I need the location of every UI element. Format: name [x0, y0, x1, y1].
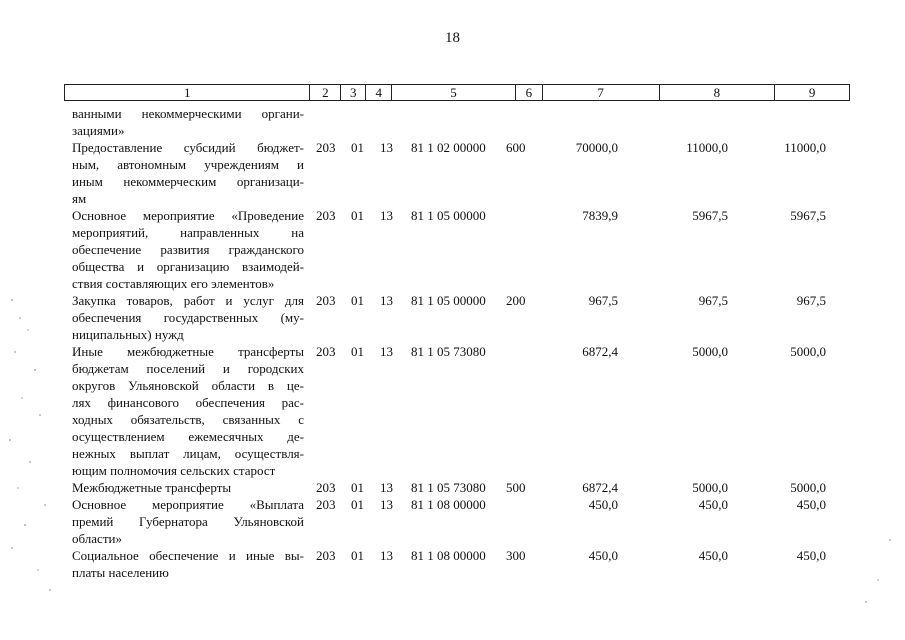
description-line: ниципальных) нужд [72, 327, 184, 342]
description-line: ходных обязательств, связанных с [72, 412, 304, 427]
description-line: обеспечение развития гражданского [72, 242, 304, 257]
description-line: мероприятий, направленных на [72, 225, 304, 240]
cell-col-9: 450,0 [796, 497, 826, 512]
cell-col-3: 01 [351, 140, 364, 155]
description-line: зациями» [72, 123, 125, 138]
row-description [72, 139, 304, 207]
cell-col-8: 5000,0 [692, 344, 728, 359]
table-header-row [64, 84, 850, 101]
cell-col-8: 5967,5 [692, 208, 728, 223]
description-line: Предоставление субсидий бюджет- [72, 140, 304, 155]
cell-col-4: 13 [380, 497, 393, 512]
cell-col-9: 967,5 [796, 293, 826, 308]
cell-col-8: 11000,0 [686, 140, 728, 155]
description-line: платы населению [72, 565, 169, 580]
description-line: Социальное обеспечение и иные вы- [72, 548, 304, 563]
cell-col-2: 203 [316, 208, 336, 223]
cell-col-9: 5967,5 [790, 208, 826, 223]
column-header-3: 3 [341, 85, 366, 100]
cell-col-6: 600 [506, 140, 526, 155]
cell-col-2: 203 [316, 344, 336, 359]
cell-col-9: 5000,0 [790, 344, 826, 359]
table-row [0, 207, 905, 292]
column-header-9: 9 [808, 85, 816, 100]
column-header-5: 5 [392, 85, 516, 100]
cell-col-2: 203 [316, 293, 336, 308]
cell-col-5: 81 1 02 00000 [411, 140, 486, 155]
cell-col-8: 5000,0 [692, 480, 728, 495]
cell-col-3: 01 [351, 208, 364, 223]
page-number: 18 [445, 30, 460, 46]
cell-col-5: 81 1 08 00000 [411, 548, 486, 563]
description-line: Закупка товаров, работ и услуг для [72, 293, 304, 308]
cell-col-2: 203 [316, 140, 336, 155]
column-header-8: 8 [660, 85, 776, 100]
cell-col-8: 450,0 [698, 548, 728, 563]
cell-col-2: 203 [316, 480, 336, 495]
cell-col-4: 13 [380, 140, 393, 155]
row-description [72, 496, 304, 547]
description-line: нежных выплат лицам, осуществля- [72, 446, 304, 461]
cell-col-2: 203 [316, 548, 336, 563]
row-description [72, 105, 304, 139]
cell-col-8: 967,5 [698, 293, 728, 308]
description-line: области» [72, 531, 122, 546]
description-line: обеспечения государственных (му- [72, 310, 304, 325]
cell-col-4: 13 [380, 548, 393, 563]
description-line: ванными некоммерческими органи- [72, 106, 304, 121]
column-header-2: 2 [310, 85, 341, 100]
column-header-1: 1 [65, 85, 310, 100]
cell-col-9: 5000,0 [790, 480, 826, 495]
row-description [72, 479, 304, 496]
cell-col-3: 01 [351, 344, 364, 359]
row-description [72, 207, 304, 292]
description-line: иным некоммерческим организаци- [72, 174, 304, 189]
cell-col-4: 13 [380, 208, 393, 223]
cell-col-2: 203 [316, 497, 336, 512]
table-row [0, 343, 905, 479]
cell-col-6: 300 [506, 548, 526, 563]
description-line: Межбюджетные трансферты [72, 480, 232, 495]
cell-col-5: 81 1 05 00000 [411, 293, 486, 308]
description-line: осуществлением ежемесячных де- [72, 429, 304, 444]
description-line: Основное мероприятие «Выплата [72, 497, 304, 512]
description-line: Основное мероприятие «Проведение [72, 208, 304, 223]
description-line: округов Ульяновской области в це- [72, 378, 304, 393]
cell-col-3: 01 [351, 548, 364, 563]
table-row [0, 292, 905, 343]
cell-col-4: 13 [380, 344, 393, 359]
cell-col-7: 6872,4 [582, 344, 618, 359]
cell-col-8: 450,0 [698, 497, 728, 512]
table-row [0, 547, 905, 581]
cell-col-7: 450,0 [588, 548, 618, 563]
row-description [72, 343, 304, 479]
table-row [0, 139, 905, 207]
column-header-6: 6 [516, 85, 543, 100]
cell-col-6: 200 [506, 293, 526, 308]
cell-col-5: 81 1 05 73080 [411, 480, 486, 495]
cell-col-7: 967,5 [588, 293, 618, 308]
cell-col-5: 81 1 05 73080 [411, 344, 486, 359]
row-description [72, 547, 304, 581]
description-line: лях финансового обеспечения рас- [72, 395, 304, 410]
description-line: Иные межбюджетные трансферты [72, 344, 304, 359]
description-line: ствия составляющих его элементов» [72, 276, 275, 291]
cell-col-3: 01 [351, 480, 364, 495]
description-line: ям [72, 191, 87, 206]
column-header-7: 7 [543, 85, 660, 100]
cell-col-9: 450,0 [796, 548, 826, 563]
cell-col-4: 13 [380, 480, 393, 495]
cell-col-9: 11000,0 [784, 140, 826, 155]
cell-col-3: 01 [351, 293, 364, 308]
table-row [0, 479, 905, 496]
table-row [0, 105, 905, 139]
description-line: премий Губернатора Ульяновской [72, 514, 304, 529]
description-line: бюджетам поселений и городских [72, 361, 304, 376]
cell-col-7: 6872,4 [582, 480, 618, 495]
cell-col-7: 450,0 [588, 497, 618, 512]
table-body [0, 105, 905, 581]
cell-col-6: 500 [506, 480, 526, 495]
column-header-4: 4 [366, 85, 392, 100]
cell-col-4: 13 [380, 293, 393, 308]
cell-col-7: 7839,9 [582, 208, 618, 223]
row-description [72, 292, 304, 343]
cell-col-7: 70000,0 [575, 140, 618, 155]
cell-col-5: 81 1 05 00000 [411, 208, 486, 223]
description-line: ющим полномочия сельских старост [72, 463, 276, 478]
description-line: общества и организацию взаимодей- [72, 259, 304, 274]
cell-col-3: 01 [351, 497, 364, 512]
cell-col-5: 81 1 08 00000 [411, 497, 486, 512]
table-row [0, 496, 905, 547]
description-line: ным, автономным учреждениям и [72, 157, 304, 172]
